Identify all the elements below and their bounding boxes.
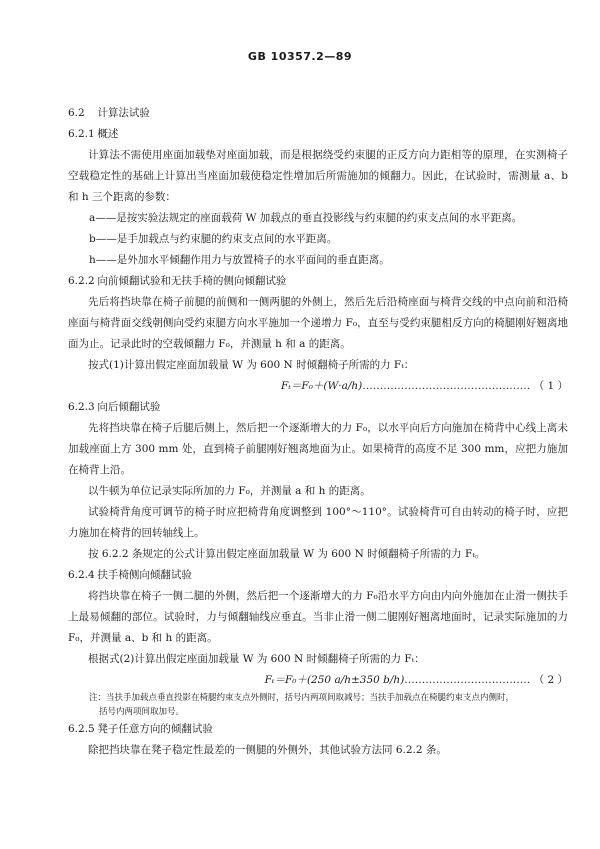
section-heading-6-2-2 [68,271,568,292]
formula-2: Fₜ＝F₀＋(250 a/h±350 b/h)……………………………… （ 2 ） [264,674,568,686]
formula-1: Fₜ＝F₀＋(W·a/h)………………………………………… （ 1 ） [281,380,568,392]
paragraph: 先将挡块靠在椅子后腿后侧上，然后把一个逐渐增大的力 F₀，以水平向后方向施加在椅背中心线上离未加载座面上方 300 mm 处，直到椅子前腿刚好翘离地面为止。如果椅背的高度不足 300 mm，应把力施加在椅背上沿。 [68,422,568,476]
section-number: 6.2.4 [68,569,95,581]
definition-b: b——是手加载点与约束腿的约束支点间的水平距离。 [89,233,338,245]
note-line-2: 括号内两项间取加号。 [99,707,185,717]
section-number: 6.2.5 [68,723,95,735]
paragraph: 按 6.2.2 条规定的公式计算出假定座面加载量 W 为 600 N 时倾翻椅子所需的力 Fₜ。 [88,548,486,560]
paragraph: 以牛顿为单位记录实际所加的力 F₀，并测量 a 和 h 的距离。 [88,485,371,497]
paragraph: 先后将挡块靠在椅子前腿的前侧和一侧两腿的外侧上，然后先后沿椅座面与椅背交线的中点向前和沿椅座面与椅背面交线朝侧向受约束腿方向水平施加一个递增力 F₀，直至与受约束腿相反方向的椅腿刚好翘离地面为止。记录此时的空载倾翻力 F₀，并测量 h 和 a 的距离。 [68,296,568,350]
paragraph: 除把挡块靠在凳子稳定性最差的一侧腿的外侧外，其他试验方法同 6.2.2 条。 [88,744,447,756]
paragraph: 计算法不需使用座面加载垫对座面加载，而是根据绕受约束腿的正反方向力距相等的原理，在实测椅子空载稳定性的基础上计算出当座面加载使稳定性增加后所需施加的倾翻力。因此，在试验时，需测量 a、b 和 h 三个距离的参数： [68,149,568,203]
formula-expression: Fₜ＝F₀＋(250 a/h±350 b/h) [264,674,405,686]
section-heading-6-2-5 [68,719,568,740]
section-title: 向后倾翻试验 [97,401,161,413]
section-title: 向前倾翻试验和无扶手椅的侧向倾翻试验 [97,275,287,287]
section-heading-6-2-1 [68,124,568,145]
equation-number: （ 1 ） [533,380,568,392]
section-number: 6.2 [68,107,85,119]
definition-h: h——是外加水平倾翻作用力与放置椅子的水平面间的垂直距离。 [89,254,390,266]
formula-expression: Fₜ＝F₀＋(W·a/h) [281,380,363,392]
section-title: 扶手椅侧向倾翻试验 [97,569,192,581]
section-heading-6-2-4 [68,565,568,586]
note [68,691,568,719]
paragraph: 根据式(2)计算出假定座面加载量 W 为 600 N 时倾翻椅子所需的力 Fₜ： [88,653,425,665]
section-number: 6.2.2 [68,275,95,287]
section-heading-6-2 [68,103,568,124]
paragraph: 按式(1)计算出假定座面加载量 W 为 600 N 时倾翻椅子所需的力 Fₜ： [88,359,415,371]
section-title: 凳子任意方向的倾翻试验 [97,723,213,735]
definition-a: a——是按实验法规定的座面载荷 W 加载点的垂直投影线与约束腿的约束支点间的水平距离。 [89,212,523,224]
document-body [68,103,568,761]
paragraph: 试验椅背角度可调节的椅子时应把椅背角度调整到 100°～110°。试验椅背可自由转动的椅子时，应把力施加在椅背的回转轴线上。 [68,506,568,539]
section-number: 6.2.1 [68,128,95,140]
section-heading-6-2-3 [68,397,568,418]
section-title: 计算法试验 [97,107,150,119]
section-title: 概述 [97,128,119,140]
page-header: GB 10357.2—89 [247,50,353,63]
note-line-1: 注：当扶手加载点垂直投影在椅腿约束支点外侧时，括号内两项间取减号；当扶手加载点在椅腿约束支点内侧时， [89,693,515,703]
equation-number: （ 2 ） [533,674,568,686]
section-number: 6.2.3 [68,401,95,413]
paragraph: 将挡块靠在椅子一侧二腿的外侧，然后把一个逐渐增大的力 F₀沿水平方向由内向外施加在止滑一侧扶手上最易倾翻的部位。试验时，力与倾翻轴线应垂直。当非止滑一侧二腿刚好翘离地面时，记录实际施加的力 F₀，并测量 a、b 和 h 的距离。 [68,590,568,644]
